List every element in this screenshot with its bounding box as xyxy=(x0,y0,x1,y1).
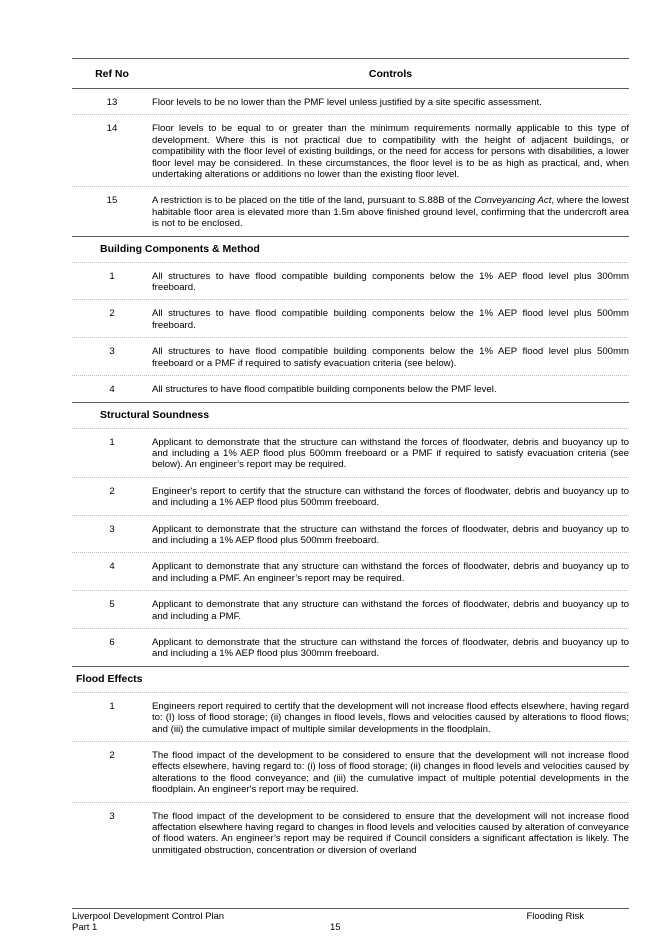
control-text: The flood impact of the development to be considered to ensure that the development will not increase flood effects elsewhere, having regard to: (i) loss of flood storage; (ii) changes in flood levels and velocities caused by alterations to the flood conveyance; and (iii) the cumulative impact of multiple potential developments in the floodplain. An engineer's report may be required. xyxy=(152,750,629,796)
ref-number: 2 xyxy=(109,750,115,761)
section-heading-building-components: Building Components & Method xyxy=(72,237,629,263)
ref-number: 4 xyxy=(109,561,115,573)
control-text: Applicant to demonstrate that any structure can withstand the forces of floodwater, debris and buoyancy up to and including a PMF. An engineer’s report may be required. xyxy=(152,561,629,584)
control-text: Applicant to demonstrate that the structure can withstand the forces of floodwater, debris and buoyancy up to and including a 1% AEP flood plus 500mm freeboard. xyxy=(152,523,629,546)
control-text: The flood impact of the development to be considered to ensure that the development will not increase flood affectation elsewhere having regard to changes in flood levels and velocities caused by alteration of conveyance of flood waters. An engineer’s report may be required if Council considers a significant affectation is likely. The unmitigated obstruction, concentration or diversion of overland xyxy=(152,810,629,856)
table-row xyxy=(72,187,629,236)
control-text: Floor levels to be equal to or greater than the minimum requirements normally applicable to this type of development. Where this is not practical due to compatibility with the height of adjacent buildings, or compatibility with the floor level of existing buildings, or the need for access for persons with disabilities, a lower floor level may be considered. In these circumstances, the floor level is to be as high as practical, and, when undertaking alterations or additions no lower than the existing floor level. xyxy=(152,123,629,181)
table-row xyxy=(72,478,629,516)
table-row xyxy=(72,516,629,554)
ref-number: 15 xyxy=(106,195,118,207)
section-heading-structural-soundness: Structural Soundness xyxy=(72,403,629,429)
footer-part: Part 1 xyxy=(72,922,98,933)
ref-number: 3 xyxy=(109,523,115,535)
table-row xyxy=(72,115,629,187)
control-text: Applicant to demonstrate that the structure can withstand the forces of floodwater, debris and buoyancy up to and including a 1% AEP flood plus 300mm freeboard. xyxy=(152,636,629,660)
act-name: Conveyancing Act xyxy=(474,195,552,207)
page-footer xyxy=(72,908,629,933)
table-row xyxy=(72,376,629,402)
table-row xyxy=(72,629,629,667)
table-row xyxy=(72,553,629,591)
footer-doc-title: Liverpool Development Control Plan xyxy=(72,911,225,922)
control-text: Engineer's report to certify that the structure can withstand the forces of floodwater, debris and buoyancy up to and including a 1% AEP flood plus 500mm freeboard. xyxy=(152,485,629,509)
table-row xyxy=(72,742,629,803)
control-text: All structures to have flood compatible building components below the 1% AEP flood level plus 500mm freeboard or a PMF if required to satisfy evacuation criteria (see below). xyxy=(152,346,629,369)
ref-number: 14 xyxy=(106,123,118,135)
footer-chapter: Flooding Risk xyxy=(526,911,584,922)
controls-header: Controls xyxy=(368,67,413,80)
table-row xyxy=(72,263,629,301)
control-text: All structures to have flood compatible building components below the 1% AEP flood level plus 300mm freeboard. xyxy=(152,270,629,294)
control-text-part: , where the lowest habitable floor area is elevated more than 1.5m above finished ground level, confirming that the undercroft area is not to be enclosed. xyxy=(152,195,629,230)
ref-number: 1 xyxy=(109,270,115,282)
control-text: Floor levels to be no lower than the PMF level unless justified by a site specific assessment. xyxy=(152,97,542,108)
table-row xyxy=(72,693,629,742)
ref-no-header: Ref No xyxy=(95,67,129,80)
control-text: All structures to have flood compatible building components below the 1% AEP flood level plus 500mm freeboard. xyxy=(152,308,629,331)
ref-number: 13 xyxy=(106,97,118,108)
table-row xyxy=(72,429,629,478)
ref-number: 2 xyxy=(109,308,115,320)
table-row xyxy=(72,591,629,629)
table-row xyxy=(72,89,629,115)
ref-number: 4 xyxy=(109,384,115,396)
ref-number: 2 xyxy=(109,485,115,497)
ref-number: 3 xyxy=(109,810,115,822)
control-text-part: A restriction is to be placed on the title of the land, pursuant to S.88B of the xyxy=(152,195,475,207)
control-text xyxy=(152,195,629,229)
table-row xyxy=(72,803,629,861)
control-text: Applicant to demonstrate that the structure can withstand the forces of floodwater, debris and buoyancy up to and including a 1% AEP flood plus 500mm freeboard or a PMF if required to satisfy evacuation criteria (see below). An engineer’s report may be required. xyxy=(152,436,629,471)
control-text: Engineers report required to certify that the development will not increase flood effects elsewhere, having regard to: (I) loss of flood storage; (ii) changes in flood levels, flows and velocities caused by alterations to flood flows; and (iii) the cumulative impact of multiple similar developments in the floodplain. xyxy=(152,700,629,735)
ref-number: 5 xyxy=(109,599,115,611)
control-text: Applicant to demonstrate that any structure can withstand the forces of floodwater, debris and buoyancy up to and including a PMF. xyxy=(152,599,629,622)
ref-number: 3 xyxy=(109,346,115,358)
ref-number: 6 xyxy=(109,636,115,648)
table-row xyxy=(72,300,629,338)
controls-table xyxy=(72,58,629,860)
ref-number: 1 xyxy=(109,700,115,712)
section-heading-flood-effects: Flood Effects xyxy=(72,667,629,693)
ref-number: 1 xyxy=(109,436,115,448)
table-header xyxy=(72,59,629,89)
table-row xyxy=(72,338,629,376)
page-number: 15 xyxy=(330,922,341,933)
control-text: All structures to have flood compatible building components below the PMF level. xyxy=(152,384,497,396)
